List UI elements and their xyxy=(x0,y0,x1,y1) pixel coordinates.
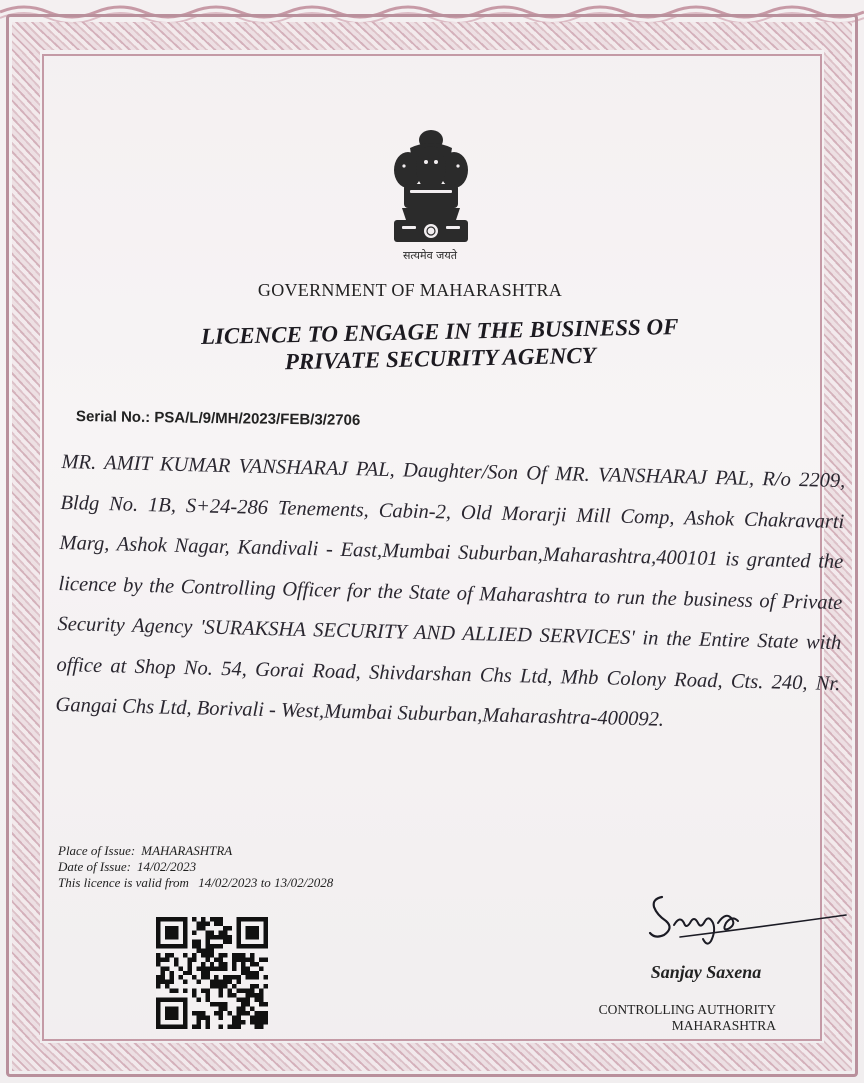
licence-title-line-1: LICENCE TO ENGAGE IN THE BUSINESS OF xyxy=(200,314,679,350)
designation-line-1: CONTROLLING AUTHORITY xyxy=(598,1002,776,1017)
valid-from: 14/02/2023 xyxy=(198,875,258,890)
emblem-motto: सत्यमेव जयते xyxy=(402,249,457,262)
serial-value: PSA/L/9/MH/2023/FEB/3/2706 xyxy=(154,409,361,429)
designation-line-2: MAHARASHTRA xyxy=(671,1018,776,1033)
issue-details xyxy=(58,843,333,891)
date-label: Date of Issue: xyxy=(58,859,131,874)
licence-title xyxy=(169,312,710,377)
signatory-name: Sanjay Saxena xyxy=(650,962,762,982)
licence-title-line-2: PRIVATE SECURITY AGENCY xyxy=(284,342,597,375)
signature-image xyxy=(640,885,850,955)
validity-to-label: to xyxy=(260,875,271,890)
place-of-issue xyxy=(58,843,333,859)
validity-period xyxy=(58,875,333,891)
date-of-issue xyxy=(58,859,333,875)
validity-label: This licence is valid from xyxy=(58,875,189,890)
national-emblem-icon xyxy=(380,118,482,268)
place-label: Place of Issue: xyxy=(58,843,136,858)
place-value: MAHARASHTRA xyxy=(141,843,233,858)
valid-to: 13/02/2028 xyxy=(274,875,334,890)
qr-code-icon[interactable] xyxy=(156,917,268,1029)
government-heading: GOVERNMENT OF MAHARASHTRA xyxy=(257,280,563,300)
date-value: 14/02/2023 xyxy=(136,859,197,874)
serial-label: Serial No.: xyxy=(75,408,151,427)
licence-body-text: MR. AMIT KUMAR VANSHARAJ PAL, Daughter/Son Of MR. VANSHARAJ PAL, R/o 2209, Bldg No. 1B, S+24-286 Tenements, Cabin-2, Old Morarji Mill Comp, Ashok Chakravarti Marg, Ashok Nagar, Kandivali - East,Mumbai Suburban,Maharashtra,400101 is granted the licence by the Controlling Officer for the State of Maharashtra to run the business of Private Security Agency 'SURAKSHA SECURITY AND ALLIED SERVICES' in the Entire State with office at Shop No. 54, Gorai Road, Shivdarshan Chs Ltd, Mhb Colony Road, Cts. 240, Nr. Gangai Chs Ltd, Borivali - West,Mumbai Suburban,Maharashtra-400092. xyxy=(55,450,846,731)
signatory-designation xyxy=(566,1002,776,1034)
